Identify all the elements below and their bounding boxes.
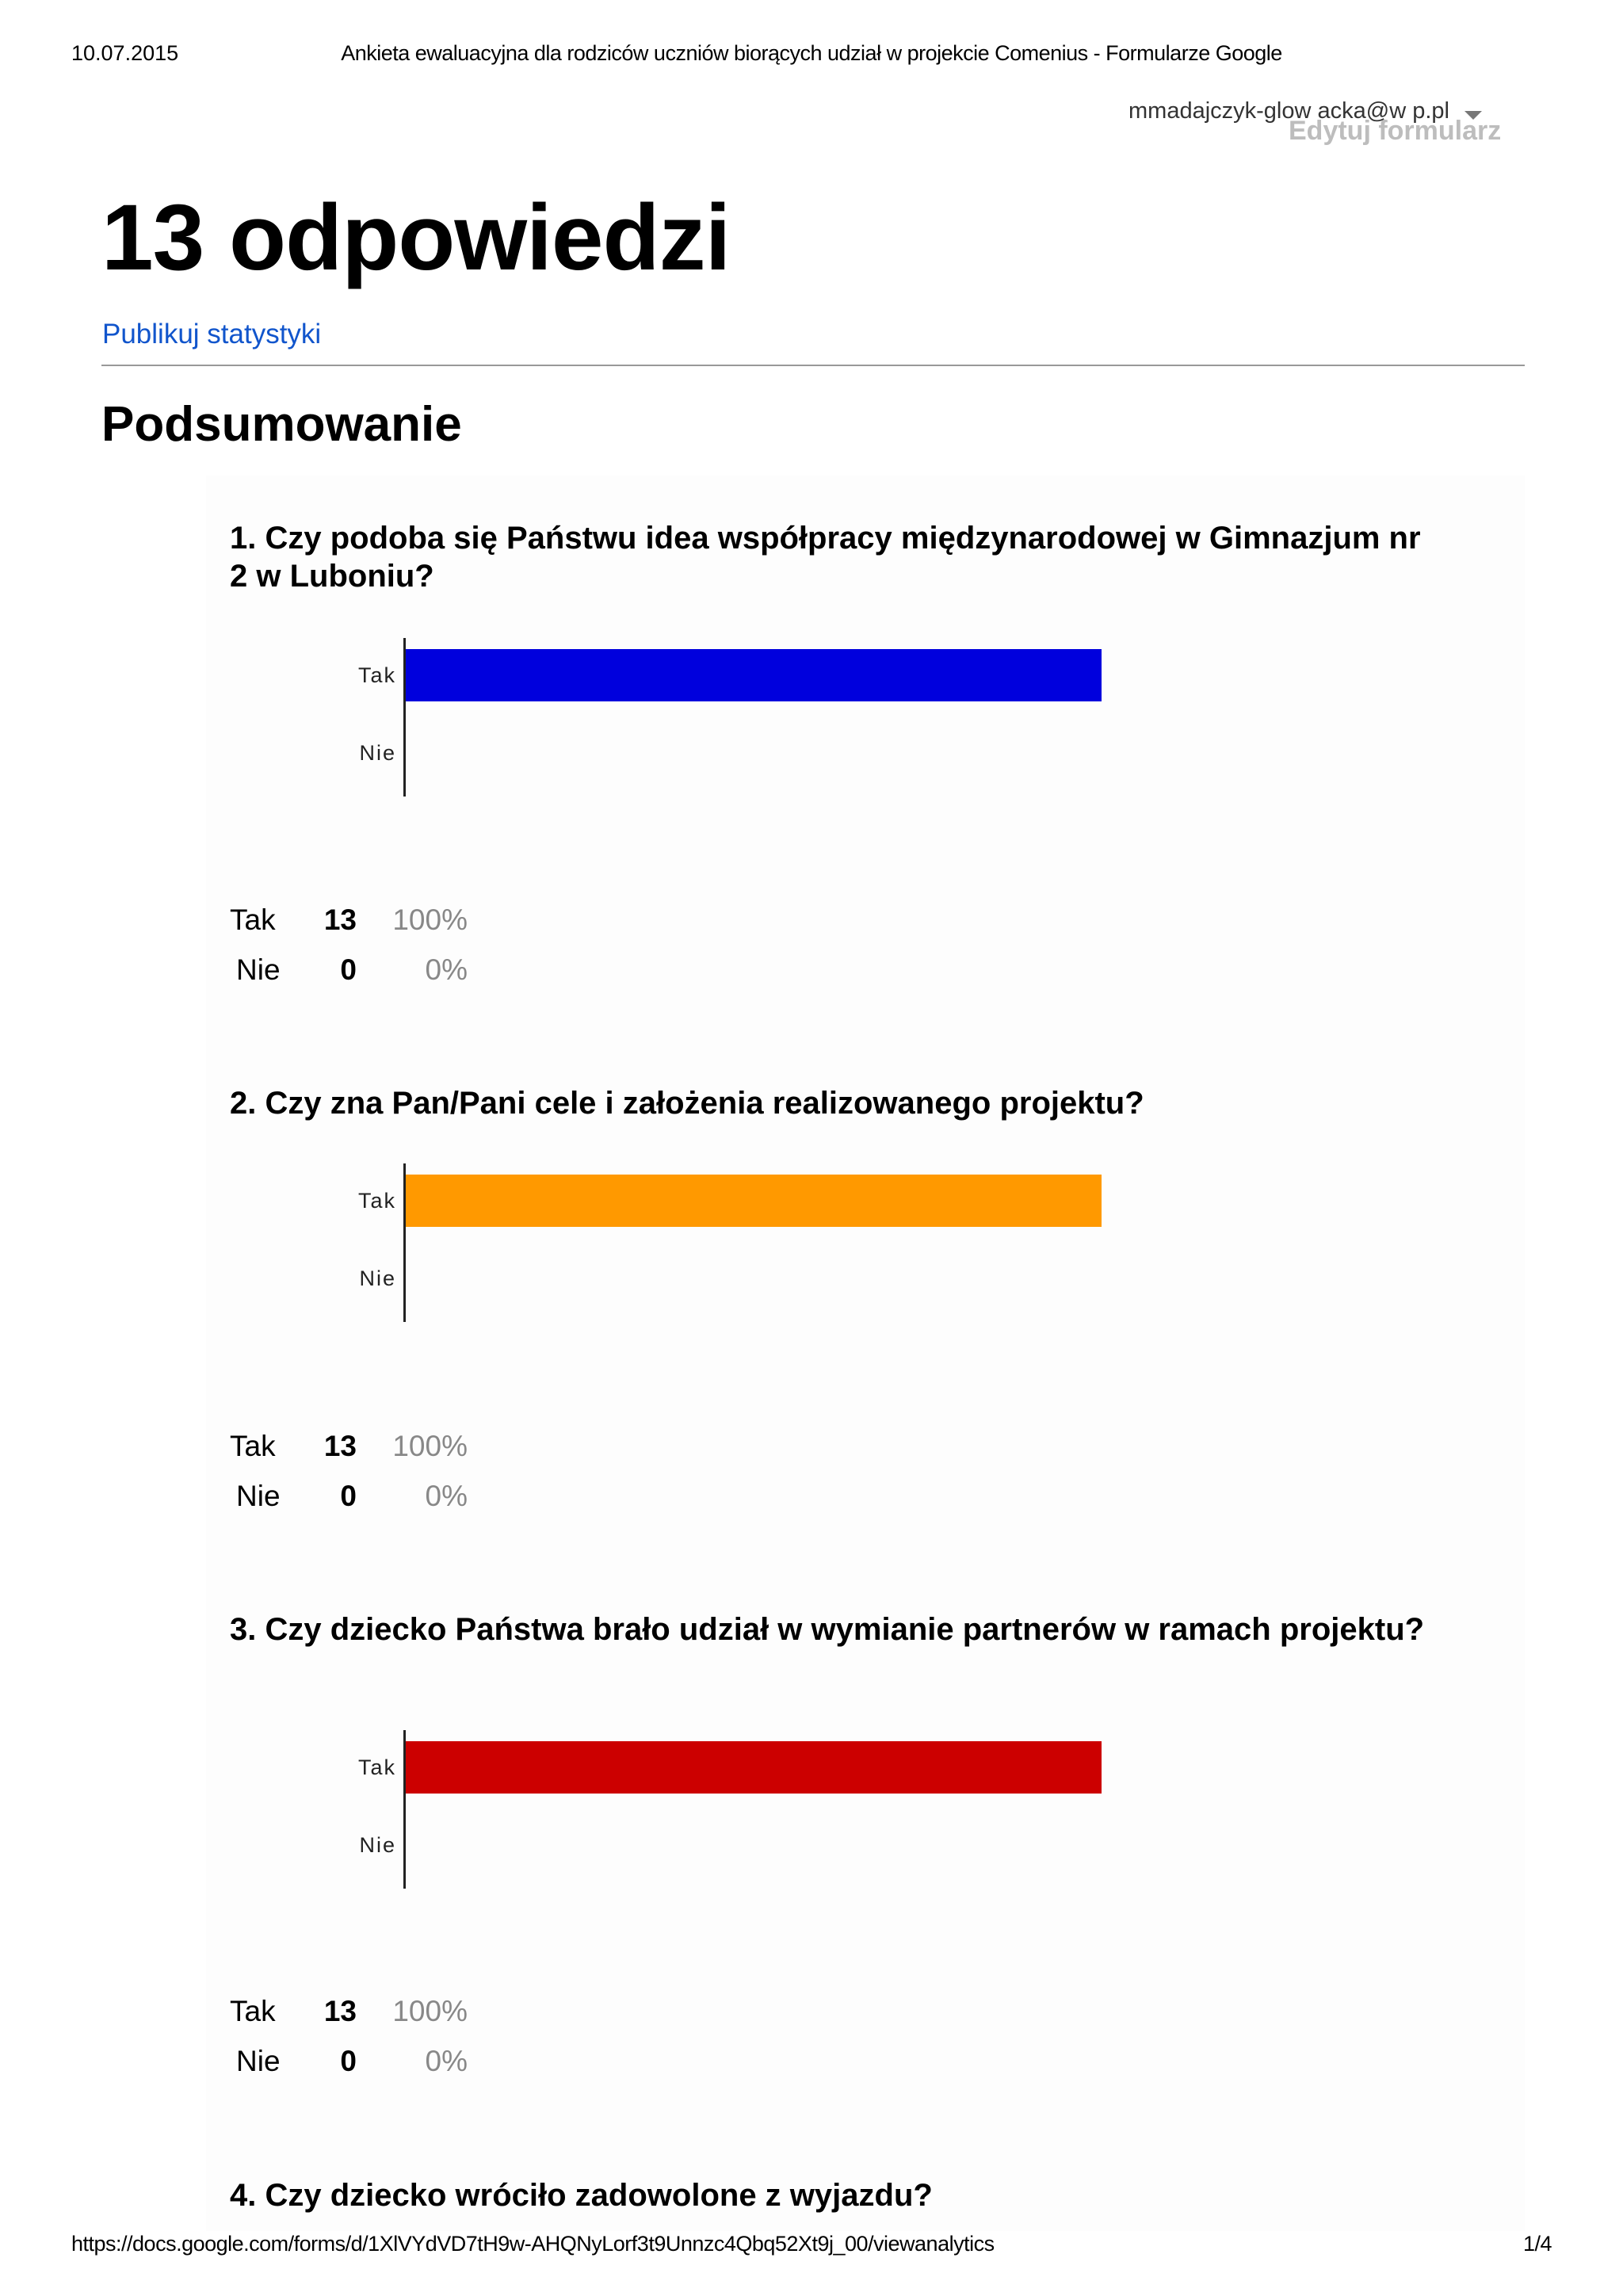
stat-percent: 100% [392,1995,468,2027]
question-title: 2. Czy zna Pan/Pani cele i założenia realizowanego projektu? [230,1086,1144,1121]
summary-heading: Podsumowanie [101,397,462,452]
stat-count: 13 [323,1430,357,1462]
stat-label: Tak [230,1995,276,2027]
stat-count: 0 [340,2045,357,2077]
print-header [0,41,1623,73]
chart-category-label: Tak [357,1755,396,1779]
stat-row [230,2045,483,2083]
answer-stats [230,904,483,1007]
divider [101,365,1525,366]
stat-count: 0 [340,1480,357,1512]
stat-label: Nie [236,2045,281,2077]
stat-percent: 100% [392,904,468,936]
stat-row [230,1430,483,1468]
stat-label: Nie [236,1480,281,1512]
answer-stats [230,1430,483,1533]
stat-label: Tak [230,1430,276,1462]
chart-category-label: Nie [359,741,396,765]
stat-row [230,1995,483,2033]
stat-percent: 0% [425,1480,468,1512]
stat-count: 0 [340,953,357,986]
account-email[interactable]: mmadajczyk-glow acka@w p.pl [1128,98,1449,124]
chart-category-label: Nie [359,1833,396,1857]
print-date: 10.07.2015 [71,41,179,65]
chart-category-label: Tak [357,1189,396,1213]
publish-statistics-link[interactable]: Publikuj statystyki [102,319,322,350]
stat-count: 13 [323,904,357,936]
stat-count: 13 [323,1995,357,2027]
chart-bar-tak [406,649,1102,701]
bar-chart [333,1163,1125,1322]
question-title: 3. Czy dziecko Państwa brało udział w wymianie partnerów w ramach projektu? [230,1612,1425,1647]
stat-row [230,1480,483,1518]
question-title: 4. Czy dziecko wróciło zadowolone z wyjazdu? [230,2178,933,2213]
stat-row [230,953,483,991]
stat-percent: 0% [425,953,468,986]
stat-percent: 0% [425,2045,468,2077]
print-page-title: Ankieta ewaluacyjna dla rodziców uczniów biorących udział w projekcie Comenius - Formularze Google [341,41,1282,65]
chart-category-label: Tak [357,663,396,687]
chart-category-label: Nie [359,1266,396,1290]
chart-bar-tak [406,1741,1102,1794]
edit-form-button[interactable]: Edytuj formularz [1289,116,1502,146]
stat-label: Tak [230,904,276,936]
question-title: 1. Czy podoba się Państwu idea współpracy międzynarodowej w Gimnazjum nr 2 w Luboniu? [230,521,1421,594]
responses-count-title: 13 odpowiedzi [101,185,731,290]
answer-stats [230,1995,483,2098]
print-url: https://docs.google.com/forms/d/1XlVYdVD7tH9w-AHQNyLorf3t9Unnzc4Qbq52Xt9j_00/viewanalytics [71,2232,995,2256]
chart-bar-tak [406,1175,1102,1227]
stat-percent: 100% [392,1430,468,1462]
stat-row [230,904,483,942]
print-footer [0,2232,1623,2264]
page-number: 1/4 [1522,2232,1552,2256]
stat-label: Nie [236,953,281,986]
bar-chart [333,1730,1125,1889]
bar-chart [333,638,1125,797]
